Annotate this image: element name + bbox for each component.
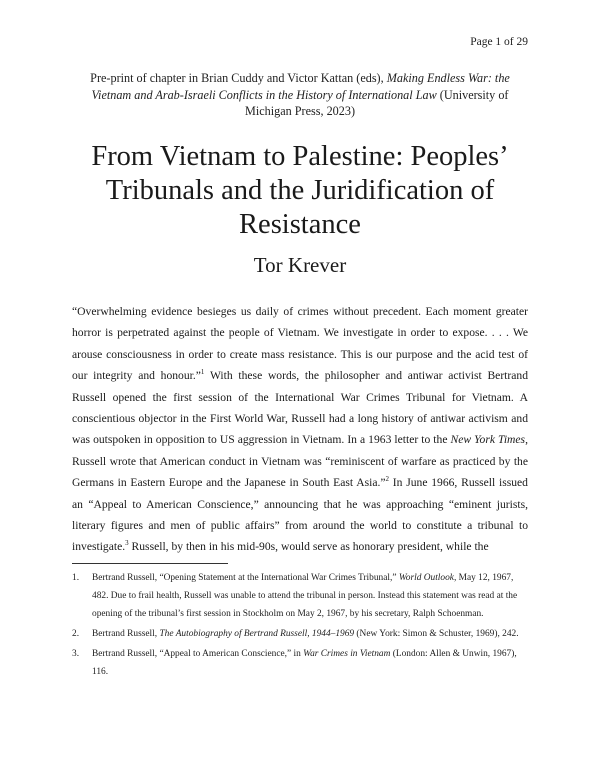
- footnote-divider: [72, 563, 228, 564]
- footnote-ref-2[interactable]: 2: [385, 475, 390, 484]
- footnote-text: Bertrand Russell, “Opening Statement at the International War Crimes Tribunal,”: [92, 573, 399, 583]
- footnote-number: 1.: [72, 573, 80, 583]
- author-name: Tor Krever: [253, 253, 347, 277]
- body-paragraph: [72, 301, 528, 558]
- footnote-italic: War Crimes in Vietnam: [303, 649, 391, 659]
- footnote-text: , May 12, 1967, 482. Due to frail health, Russell was unable to attend the tribunal in person. Instead this statement was read at the opening of the tribunal’s first session in Stockholm on May 2, 1967, by his secretary, Ralph Schoenman.: [92, 573, 518, 619]
- body-text-2: With these words, the philosopher and antiwar activist Bertrand Russell opened the first session of the International War Crimes Tribunal for Vietnam. A conscientious objector in the First World War, Russell had a long history of antiwar activism and was outspoken in opposition to US aggression in Vietnam. In a 1963 letter to the: [72, 369, 529, 447]
- page-number: Page 1 of 29: [470, 36, 528, 48]
- footnote-ref-3[interactable]: 3: [125, 539, 129, 548]
- footnote-text: Bertrand Russell,: [92, 629, 160, 639]
- footnote-text: (London: Allen & Unwin, 1967), 116.: [92, 649, 517, 677]
- preprint-suffix: (University of Michigan Press, 2023): [244, 87, 509, 118]
- body-text-4: In June 1966, Russell issued an “Appeal to American Conscience,” announcing that he was approaching “eminent jurists, literary figures and men of public affairs” from around the world to constitute a tribunal to investigate.: [72, 476, 528, 554]
- footnote-1: [72, 569, 528, 623]
- footnote-2: [72, 625, 528, 643]
- chapter-title: From Vietnam to Palestine: Peoples’ Tribunals and the Juridification of Resistance: [91, 141, 509, 240]
- body-text-5: Russell, by then in his mid-90s, would serve as honorary president, while the: [128, 540, 489, 554]
- footnote-ref-1[interactable]: 1: [200, 368, 205, 377]
- footnote-number: 3.: [72, 649, 80, 659]
- footnote-italic: The Autobiography of Bertrand Russell, 1944–1969: [159, 629, 355, 639]
- footnote-text: (New York: Simon & Schuster, 1969), 242.: [354, 629, 519, 639]
- footnote-number: 2.: [72, 629, 80, 639]
- newspaper-title: New York Times: [450, 433, 526, 447]
- body-text-3: , Russell wrote that American conduct in Vietnam was “reminiscent of warfare as practiced by the Germans in Eastern Europe and the Japanese in South East Asia.”: [72, 433, 528, 490]
- footnote-3: [72, 645, 528, 681]
- footnotes-list: [72, 569, 528, 683]
- preprint-prefix: Pre-print of chapter in Brian Cuddy and Victor Kattan (eds),: [90, 71, 387, 85]
- footnote-text: Bertrand Russell, “Appeal to American Conscience,” in: [92, 649, 304, 659]
- footnote-italic: World Outlook: [398, 573, 454, 583]
- body-text-1: “Overwhelming evidence besieges us daily of crimes without precedent. Each moment greater horror is perpetrated against the people of Vietnam. We investigate in order to expose. . . . We arouse consciousness in order to create mass resistance. This is our purpose and the acid test of our integrity and honour.”: [72, 305, 528, 383]
- preprint-note: [72, 70, 528, 120]
- book-title: Making Endless War: the Vietnam and Arab-Israeli Conflicts in the History of International Law: [91, 71, 510, 102]
